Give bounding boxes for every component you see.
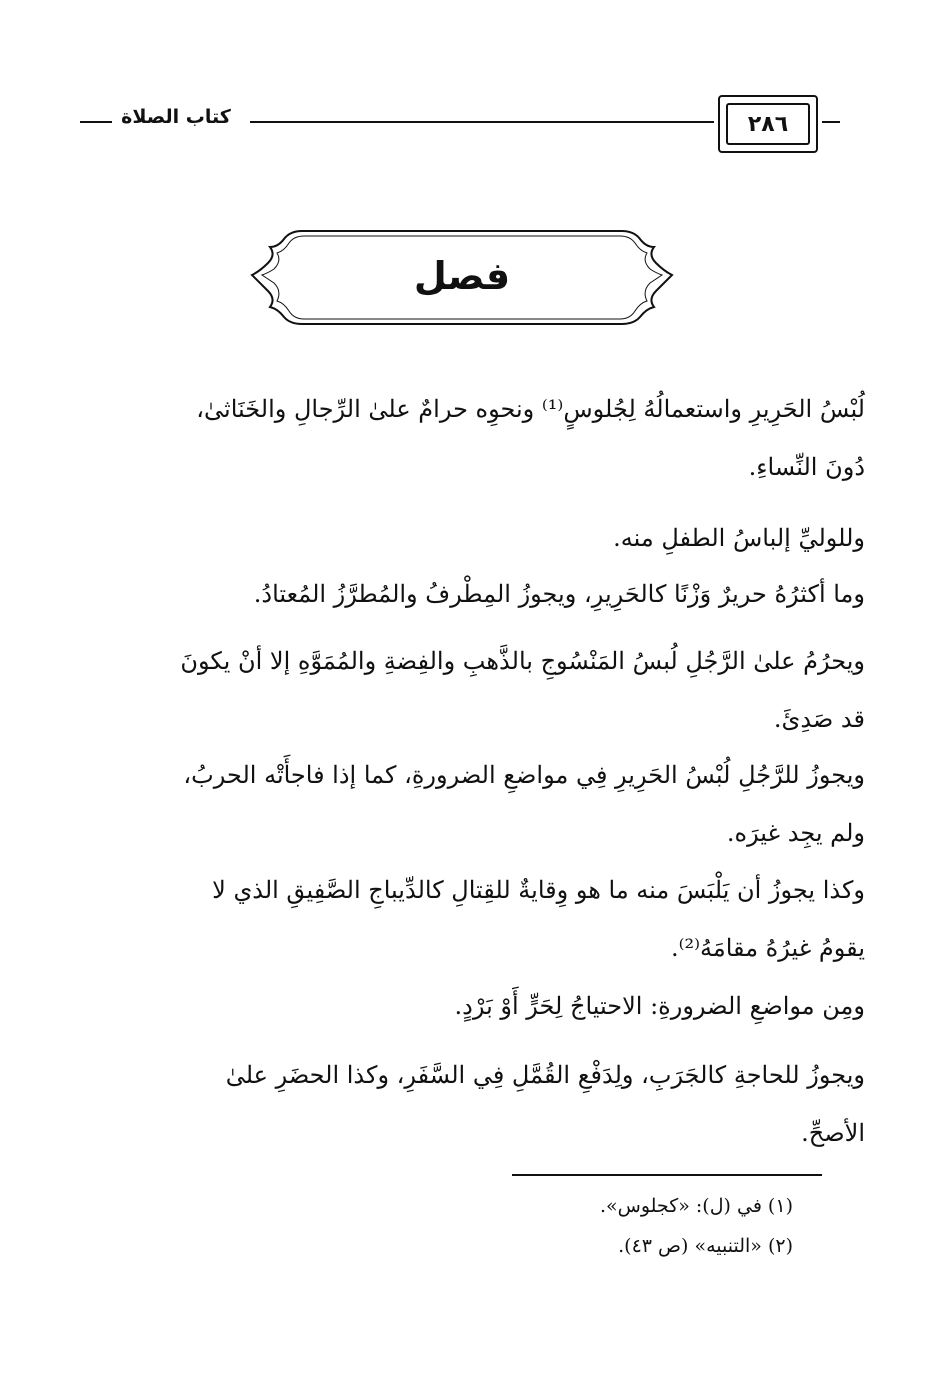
paragraph-line: وكذا يجوزُ أن يَلْبَسَ منه ما هو وِقايةٌ للقِتالِ كالدِّيباجِ الصَّفِيقِ الذي لا: [212, 876, 865, 904]
header-rule-middle: [250, 121, 714, 123]
footnote-1: (١) في (ل): «كجلوس».: [599, 1195, 793, 1217]
paragraph-line: قد صَدِئَ.: [773, 705, 865, 733]
paragraph-heat-cold: [75, 977, 865, 1035]
paragraph-guardian: [75, 509, 865, 567]
footnote-2: (٢) «التنبيه» (ص ٤٣).: [618, 1235, 793, 1257]
paragraph-line: وللوليِّ إلباسُ الطفلِ منه.: [613, 524, 865, 552]
page-number: ٢٨٦: [726, 103, 810, 145]
paragraph-line: دُونَ النِّساءِ.: [748, 453, 865, 481]
footnote-separator: [512, 1174, 822, 1176]
page-number-frame: [718, 95, 818, 153]
paragraph-scabies: [75, 1046, 865, 1162]
paragraph-line: وما أكثرُهُ حريرٌ وَزْنًا كالحَرِيرِ، ويجوزُ المِطْرفُ والمُطرَّزُ المُعتادُ.: [253, 580, 865, 608]
paragraph-gold-woven: [75, 632, 865, 748]
paragraph-line: ويجوزُ للرَّجُلِ لُبْسُ الحَرِيرِ فِي مواضعِ الضرورةِ، كما إذا فاجأَتْه الحربُ،: [183, 761, 865, 789]
paragraph-mostly-silk: [75, 565, 865, 623]
header-rule-right: [822, 121, 840, 123]
paragraph-line: لُبْسُ الحَرِيرِ واستعمالُهُ لِجُلوسٍ⁽¹⁾ ونحوِه حرامٌ علىٰ الرِّجالِ والخَنَاثىٰ،: [196, 395, 865, 423]
paragraph-line: الأصحِّ.: [801, 1119, 865, 1147]
paragraph-line: ولم يجِد غيرَه.: [726, 819, 865, 847]
paragraph-silk: [75, 380, 865, 496]
paragraph-line: يقومُ غيرُهُ مقامَهُ⁽²⁾.: [670, 934, 865, 962]
paragraph-battle-protection: [75, 861, 865, 977]
paragraph-necessity: [75, 746, 865, 862]
section-title: فصل: [413, 254, 511, 298]
paragraph-line: ومِن مواضعِ الضرورةِ: الاحتياجُ لِحَرٍّ أَوْ بَرْدٍ.: [454, 992, 865, 1020]
paragraph-line: ويجوزُ للحاجةِ كالجَرَبِ، ولِدَفْعِ القُمَّلِ فِي السَّفَرِ، وكذا الحضَرِ علىٰ: [225, 1061, 865, 1089]
running-title: كتاب الصلاة: [121, 106, 231, 128]
paragraph-line: ويحرُمُ علىٰ الرَّجُلِ لُبسُ المَنْسُوجِ بالذَّهبِ والفِضةِ والمُمَوَّهِ إلا أنْ يكونَ: [180, 647, 865, 675]
header-rule-left-outer: [80, 121, 112, 123]
